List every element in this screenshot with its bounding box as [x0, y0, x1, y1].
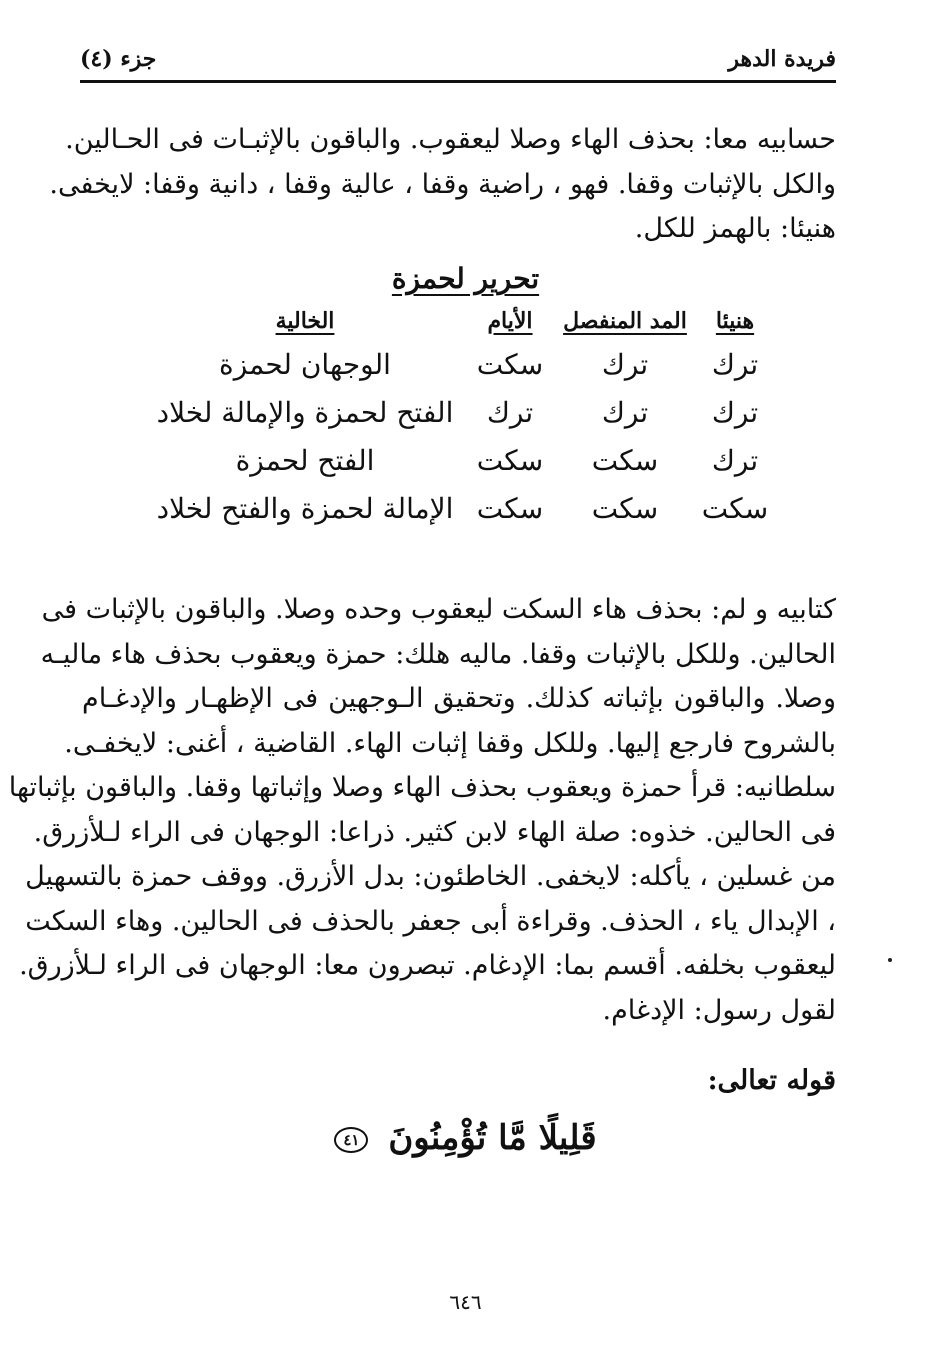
text-line: سلطانيه: قرأ حمزة ويعقوب بحذف الهاء وصلا وإثباتها وقفا. والباقون بإثباتها: [8, 772, 836, 803]
table-cell: سكت: [476, 347, 544, 381]
text-line: الحالين. وللكل بالإثبات وقفا. ماليه هلك: حمزة ويعقوب بحذف هاء ماليـه: [40, 638, 836, 670]
table-cell: ترك: [711, 443, 759, 477]
table-cell: الوجهان لحمزة: [219, 347, 391, 381]
text-line: حسابيه معا: بحذف الهاء وصلا ليعقوب. والباقون بالإثبـات فى الحـالين.: [65, 124, 836, 155]
text-line: من غسلين ، يأكله: لايخفى. الخاطئون: بدل الأزرق. ووقف حمزة بالتسهيل: [25, 861, 836, 892]
table-cell: سكت: [591, 491, 659, 525]
tahrir-table: [150, 308, 780, 532]
column-header: هنيئا: [715, 308, 755, 334]
text-line: فى الحالين. خذوه: صلة الهاء لابن كثير. ذراعا: الوجهان فى الراء لـلأزرق.: [33, 816, 836, 848]
text-line: بالشروح فارجع إليها. وللكل وقفا إثبات الهاء. القاضية ، أغنى: لايخفـى.: [64, 727, 836, 759]
table-cell: ترك: [486, 395, 534, 429]
table-cell: سكت: [591, 443, 659, 477]
table-row: [150, 484, 780, 532]
book-title: فريدة الدهر: [728, 46, 836, 72]
table-cell: الإمالة لحمزة والفتح لخلاد: [156, 491, 454, 525]
table-cell: ترك: [711, 347, 759, 381]
table-cell: الفتح لحمزة والإمالة لخلاد: [156, 395, 454, 429]
table-cell: ترك: [601, 395, 649, 429]
table-cell: ترك: [711, 395, 759, 429]
column-header: الخالية: [275, 308, 335, 334]
table-row: [150, 388, 780, 436]
scan-speck: [888, 958, 892, 962]
paragraph-2: [8, 588, 836, 1033]
table-row: [150, 436, 780, 484]
running-header: [80, 46, 836, 83]
text-line: والكل بالإثبات وقفا. فهو ، راضية وقفا ، عالية وقفا ، دانية وقفا: لايخفى.: [49, 168, 836, 200]
table-cell: سكت: [701, 491, 769, 525]
part-label: جزء (٤): [80, 46, 157, 72]
text-line: هنيئا: بالهمز للكل.: [634, 213, 836, 244]
verse-number-badge: ٤١: [334, 1127, 368, 1153]
quran-verse: [0, 1118, 931, 1158]
text-line: وصلا. والباقون بإثباته كذلك. وتحقيق الـوجهين فى الإظهـار والإدغـام: [82, 683, 836, 714]
text-line: ، الإبدال ياء ، الحذف. وقراءة أبى جعفر بالحذف فى الحالين. وهاء السكت: [25, 905, 836, 937]
text-line: ليعقوب بخلفه. أقسم بما: الإدغام. تبصرون معا: الوجهان فى الراء لـلأزرق.: [19, 950, 836, 981]
page-number: ٦٤٦: [449, 1290, 482, 1314]
paragraph-1: [49, 118, 836, 252]
qawluh-heading: قوله تعالى:: [707, 1065, 836, 1096]
section-title: تحرير لحمزة: [391, 262, 540, 295]
text-line: لقول رسول: الإدغام.: [602, 994, 836, 1026]
text-line: كتابيه و لم: بحذف هاء السكت ليعقوب وحده وصلا. والباقون بالإثبات فى: [41, 594, 836, 625]
column-header: الأيام: [487, 308, 533, 334]
table-cell: ترك: [601, 347, 649, 381]
table-cell: سكت: [476, 491, 544, 525]
verse-text: قَلِيلًا مَّا تُؤْمِنُونَ: [388, 1118, 597, 1158]
column-header: المد المنفصل: [563, 308, 687, 334]
table-header-row: [150, 308, 780, 340]
table-row: [150, 340, 780, 388]
table-cell: الفتح لحمزة: [235, 443, 375, 477]
table-cell: سكت: [476, 443, 544, 477]
